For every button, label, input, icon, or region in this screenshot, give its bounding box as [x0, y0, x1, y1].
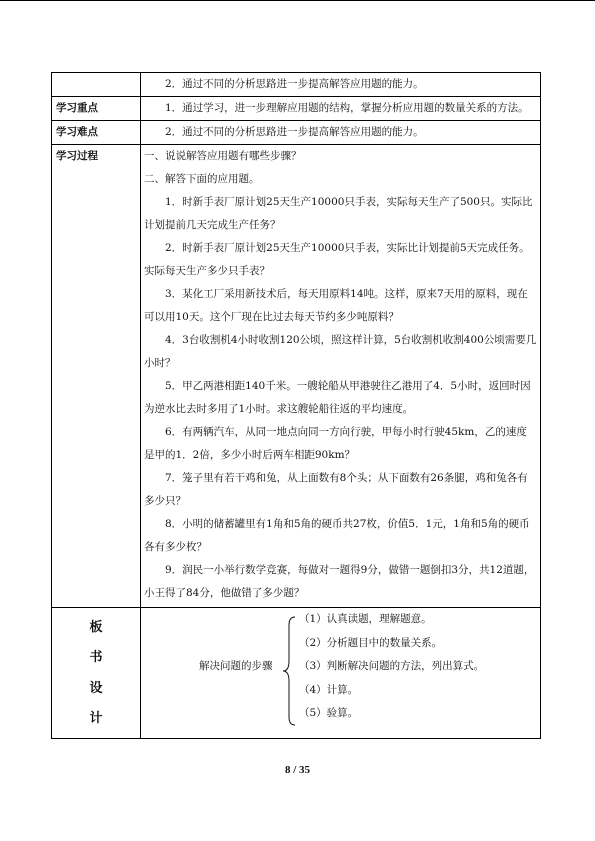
step-item: （3）判断解决问题的方法，列出算式。 — [299, 660, 485, 672]
vertical-label — [52, 608, 140, 738]
step-item: （5）验算。 — [299, 707, 359, 719]
step-item: （2）分析题目中的数量关系。 — [299, 636, 443, 649]
problem-item: 6．有两辆汽车，从同一地点向同一方向行驶，甲每小时行驶45km，乙的速度是甲的1．2倍，多少小时后两车相距90km？ — [144, 426, 527, 461]
table-row — [52, 121, 541, 145]
section-heading: 一、说说解答应用题有哪些步骤？ — [144, 150, 302, 162]
label-char: 板 — [89, 619, 103, 635]
step-item: （1）认真读题，理解题意。 — [299, 613, 432, 625]
board-design — [144, 608, 537, 734]
row-label-focus: 学习重点 — [52, 97, 141, 121]
section-heading: 二、解答下面的应用题。 — [144, 173, 260, 185]
table-row — [52, 73, 541, 97]
row-content — [141, 73, 541, 97]
table-row — [52, 97, 541, 121]
step-item: （4）计算。 — [299, 683, 359, 696]
row-label — [52, 73, 141, 97]
table-row — [52, 608, 541, 739]
header-rule — [0, 0, 595, 1]
label-char: 书 — [89, 650, 103, 666]
row-label-difficulty: 学习难点 — [52, 121, 141, 145]
row-label-board — [52, 608, 141, 739]
problem-item: 1．时新手表厂原计划25天生产10000只手表，实际每天生产了500只。实际比计划提前几天完成生产任务？ — [144, 196, 533, 231]
lesson-plan-table — [51, 72, 541, 739]
table-row — [52, 145, 541, 608]
problem-item: 2．时新手表厂原计划25天生产10000只手表，实际比计划提前5天完成任务。实际每天生产多少只手表？ — [144, 242, 530, 277]
problem-item: 8．小明的储蓄罐里有1角和5角的硬币共27枚，价值5．1元，1角和5角的硬币各有多少枚？ — [144, 518, 530, 553]
problem-item: 5．甲乙两港相距140千米。一艘轮船从甲港驶往乙港用了4．5小时，返回时因为逆水比去时多用了1小时。求这艘轮船往返的平均速度。 — [144, 380, 531, 415]
problem-item: 3．某化工厂采用新技术后，每天用原料14吨。这样，原来7天用的原料，现在可以用10天。这个厂现在比过去每天节约多少吨原料？ — [144, 288, 528, 323]
label-char: 计 — [89, 711, 103, 727]
problem-item: 4．3台收割机4小时收割120公顷，照这样计算，5台收割机收割400公顷需要几小时？ — [144, 334, 537, 369]
label-char: 设 — [89, 680, 103, 696]
row-content — [141, 121, 541, 145]
row-content — [141, 608, 541, 739]
problem-item: 9．润民一小举行数学竞赛，每做对一题得9分，做错一题倒扣3分，共12道题，小王得了84分，他做错了多少题？ — [144, 564, 535, 599]
problem-item: 7．笼子里有若干鸡和兔，从上面数有8个头；从下面数有26条腿，鸡和兔各有多少只？ — [144, 472, 528, 507]
row-content — [141, 145, 541, 608]
steps-list — [299, 608, 484, 726]
row-content — [141, 97, 541, 121]
board-lead: 解决问题的步骤 — [199, 660, 273, 672]
page-number: 8 / 35 — [284, 764, 311, 776]
text-line: 1．通过学习，进一步理解应用题的结构，掌握分析应用题的数量关系的方法。 — [165, 102, 529, 114]
row-label-process: 学习过程 — [52, 145, 141, 608]
text-line: 2．通过不同的分析思路进一步提高解答应用题的能力。 — [165, 126, 424, 138]
text-line: 2．通过不同的分析思路进一步提高解答应用题的能力。 — [165, 78, 424, 90]
curly-brace-icon — [281, 615, 297, 727]
